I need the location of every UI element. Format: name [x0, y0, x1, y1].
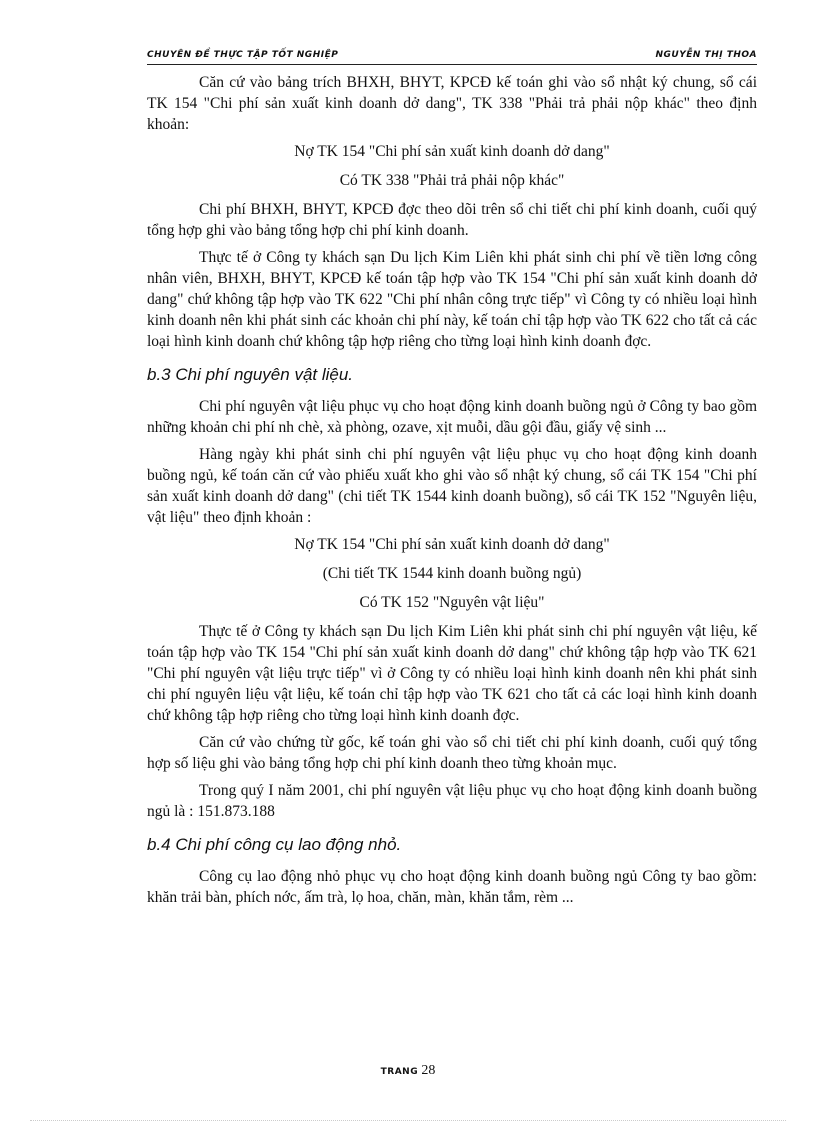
page-number: 28 [421, 1063, 436, 1078]
page-label: TRANG [380, 1067, 419, 1077]
accounting-entry: Có TK 338 "Phải trả phải nộp khác" [339, 172, 565, 189]
paragraph: Căn cứ vào chứng từ gốc, kế toán ghi vào sổ chi tiết chi phí kinh doanh, cuối quý tổng hợp số liệu ghi vào bảng tổng hợp chi phí kinh doanh theo từng khoản mục. [147, 734, 757, 772]
paragraph: Hàng ngày khi phát sinh chi phí nguyên vật liệu phục vụ cho hoạt động kinh doanh buồng ngủ, kế toán căn cứ vào phiếu xuất kho ghi vào sổ nhật ký chung, sổ cái TK 154 "Chi phí sản xuất kinh doanh dở dang" (chi tiết TK 1544 kinh doanh buồng), sổ cái TK 152 "Nguyên liệu, vật liệu" theo định khoản : [147, 446, 757, 526]
paragraph: Trong quý I năm 2001, chi phí nguyên vật liệu phục vụ cho hoạt động kinh doanh buồng ngủ là : 151.873.188 [147, 782, 757, 820]
header-title: CHUYÊN ĐỀ THỰC TẬP TỐT NGHIỆP [147, 50, 339, 60]
section-heading-b4: b.4 Chi phí công cụ lao động nhỏ. [147, 835, 402, 854]
page-header [147, 50, 757, 65]
paragraph: Thực tế ở Công ty khách sạn Du lịch Kim Liên khi phát sinh chi phí nguyên vật liệu, kế toán tập hợp vào TK 154 "Chi phí sản xuất kinh doanh dở dang" chứ không tập hợp vào TK 621 "Chi phí nguyên vật liệu trực tiếp" vì ở Công ty có nhiều loại hình kinh doanh nên khi phát sinh chi phí nguyên liệu vật liệu, kế toán chỉ tập hợp vào TK 621 cho tất cả các loại hình kinh doanh chứ không tập hợp riêng cho từng loại hình kinh doanh đợc. [147, 623, 757, 724]
accounting-entry: Nợ TK 154 "Chi phí sản xuất kinh doanh dở dang" [294, 143, 610, 160]
paragraph: Chi phí BHXH, BHYT, KPCĐ đợc theo dõi trên sổ chi tiết chi phí kinh doanh, cuối quý tổng hợp ghi vào bảng tổng hợp chi phí kinh doanh. [147, 201, 757, 239]
header-author: NGUYỄN THỊ THOA [655, 50, 757, 60]
paragraph: Căn cứ vào bảng trích BHXH, BHYT, KPCĐ kế toán ghi vào sổ nhật ký chung, sổ cái TK 154 "Chi phí sản xuất kinh doanh dở dang", TK 338 "Phải trả phải nộp khác" theo định khoản: [147, 74, 757, 133]
page-footer [0, 1062, 816, 1079]
paragraph: Thực tế ở Công ty khách sạn Du lịch Kim Liên khi phát sinh chi phí về tiền lơng công nhân viên, BHXH, BHYT, KPCĐ kế toán tập hợp vào TK 154 "Chi phí sản xuất kinh doanh dở dang" chứ không tập hợp vào TK 622 "Chi phí nhân công trực tiếp" vì Công ty có nhiều loại hình kinh doanh nên khi phát sinh các khoản chi phí này, kế toán chỉ tập hợp vào TK 622 cho tất cả các loại hình kinh doanh chứ không tập hợp riêng cho từng loại hình kinh doanh đợc. [147, 249, 757, 350]
accounting-entry: (Chi tiết TK 1544 kinh doanh buồng ngủ) [322, 565, 582, 582]
accounting-entry: Nợ TK 154 "Chi phí sản xuất kinh doanh dở dang" [294, 536, 610, 553]
section-heading-b3: b.3 Chi phí nguyên vật liệu. [147, 365, 354, 384]
paragraph: Chi phí nguyên vật liệu phục vụ cho hoạt động kinh doanh buồng ngủ ở Công ty bao gồm những khoản chi phí nh chè, xà phòng, ozave, xịt muỗi, dầu gội đầu, giấy vệ sinh ... [147, 398, 757, 436]
bottom-divider [30, 1120, 786, 1121]
paragraph: Công cụ lao động nhỏ phục vụ cho hoạt động kinh doanh buồng ngủ Công ty bao gồm: khăn trải bàn, phích nớc, ấm trà, lọ hoa, chăn, màn, khăn tắm, rèm ... [147, 868, 757, 906]
accounting-entry: Có TK 152 "Nguyên vật liệu" [359, 594, 545, 611]
document-body [147, 72, 757, 914]
